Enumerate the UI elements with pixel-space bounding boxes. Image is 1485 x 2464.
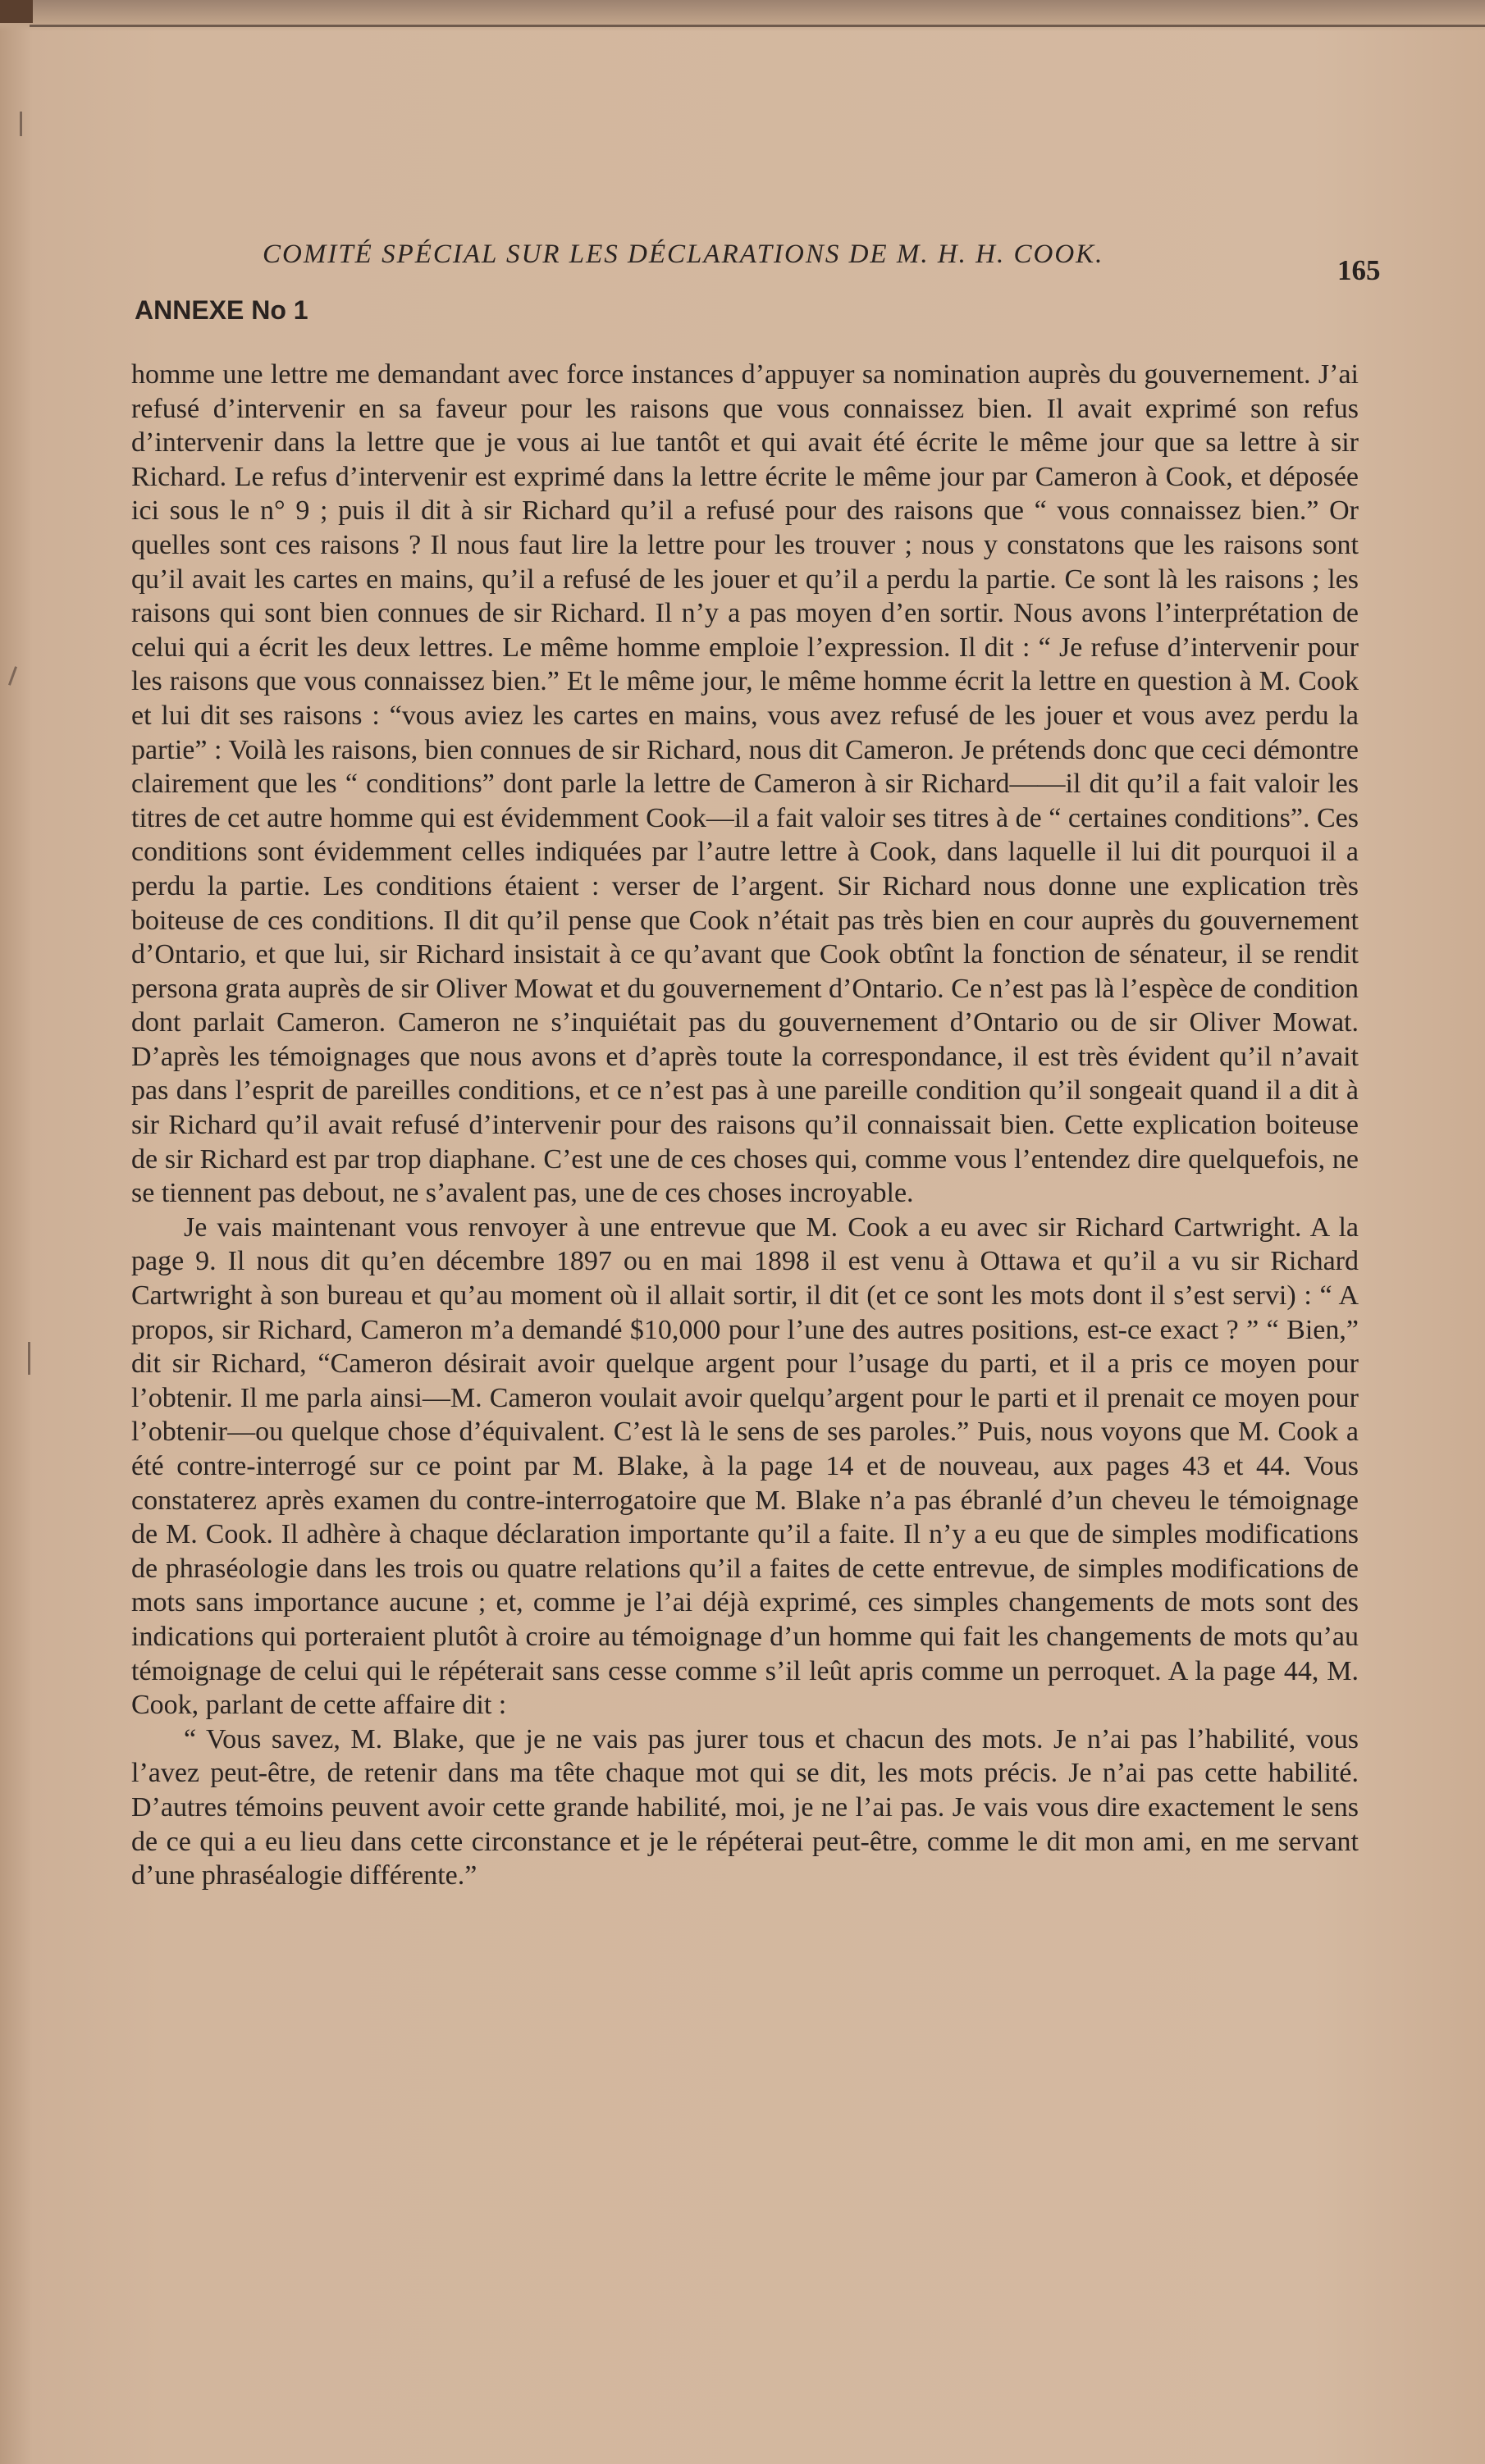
- running-title: COMITÉ SPÉCIAL SUR LES DÉCLARATIONS DE M. H. H. COOK.: [263, 240, 1104, 269]
- binding-corner: [0, 0, 33, 23]
- margin-mark: [8, 666, 17, 686]
- paragraph: Je vais maintenant vous renvoyer à une entrevue que M. Cook a eu avec sir Richard Cartwright. A la page 9. Il nous dit qu’en décembre 1897 ou en mai 1898 il est venu à Ottawa et qu’il a vu sir Richard Cartwright à son bureau et qu’au moment où il allait sortir, il dit (et ce sont les mots dont il s’est servi) : “ A propos, sir Richard, Cameron m’a demandé $10,000 pour l’une des autres positions, est-ce exact ? ” “ Bien,” dit sir Richard, “Cameron désirait avoir quelque argent pour l’usage du parti, et il a pris ce moyen pour l’obtenir. Il me parla ainsi—M. Cameron voulait avoir quelqu’argent pour le parti et il prenait ce moyen pour l’obtenir—ou quelque chose d’équivalent. C’est là le sens de ses paroles.” Puis, nous voyons que M. Cook a été contre-interrogé sur ce point par M. Blake, à la page 14 et de nouveau, aux pages 43 et 44. Vous constaterez après examen du contre-interrogatoire que M. Blake n’a pas ébranlé d’un cheveu le témoignage de M. Cook. Il adhère à chaque déclaration importante qu’il a faite. Il n’y a eu que de simples modifications de phraséologie dans les trois ou quatre relations qu’il a faites de cette entrevue, de simples modifications de mots sans importance aucune ; et, comme je l’ai déjà exprimé, ces simples changements de mots sont des indications qui porteraient plutôt à croire au témoignage d’un homme qui fait les changements de mots qu’au témoignage de celui qui le répéterait sans cesse comme s’il leût apris comme un perroquet. A la page 44, M. Cook, parlant de cette affaire dit :: [131, 1211, 1359, 1721]
- annex-label: ANNEXE No 1: [135, 295, 308, 325]
- margin-mark: [28, 1342, 30, 1375]
- top-rule: [30, 25, 1485, 27]
- quoted-paragraph: “ Vous savez, M. Blake, que je ne vais pas jurer tous et chacun des mots. Je n’ai pas l’habilité, vous l’avez peut-être, de retenir dans ma tête chaque mot qui se dit, les mots précis. Je n’ai pas cette habilité. D’autres témoins peuvent avoir cette grande habilité, moi, je ne l’ai pas. Je vais vous dire exactement le sens de ce qui a eu lieu dans cette circonstance et je le répéterai peut-être, comme le dit mon ami, en me servant d’une phraséalogie différente.”: [131, 1723, 1359, 1891]
- body-text: [131, 358, 1359, 1893]
- page-number: 165: [1337, 254, 1381, 286]
- paragraph: homme une lettre me demandant avec force instances d’appuyer sa nomination auprès du gouvernement. J’ai refusé d’intervenir en sa faveur pour les raisons que vous connaissez bien. Il avait exprimé son refus d’intervenir dans la lettre que je vous ai lue tantôt et qui avait été écrite le même jour que sa lettre à sir Richard. Le refus d’intervenir est exprimé dans la lettre écrite le même jour par Cameron à Cook, et déposée ici sous le n° 9 ; puis il dit à sir Richard qu’il a refusé pour des raisons que “ vous connaissez bien.” Or quelles sont ces raisons ? Il nous faut lire la lettre pour les trouver ; nous y constatons que les raisons sont qu’il avait les cartes en mains, qu’il a refusé de les jouer et qu’il a perdu la partie. Ce sont là les raisons ; les raisons qui sont bien connues de sir Richard. Il n’y a pas moyen d’en sortir. Nous avons l’interprétation de celui qui a écrit les deux lettres. Le même homme emploie l’expression. Il dit : “ Je refuse d’intervenir pour les raisons que vous connaissez bien.” Et le même jour, le même homme écrit la lettre en question à M. Cook et lui dit ses raisons : “vous aviez les cartes en mains, vous avez refusé de les jouer et vous avez perdu la partie” : Voilà les raisons, bien connues de sir Richard, nous dit Cameron. Je prétends donc que ceci démontre clairement que les “ conditions” dont parle la lettre de Cameron à sir Richard——il dit qu’il a fait valoir les titres de cet autre homme qui est évidemment Cook—il a fait valoir ses titres à de “ certaines conditions”. Ces conditions sont évidemment celles indiquées par l’autre lettre à Cook, dans laquelle il lui dit pourquoi il a perdu la partie. Les conditions étaient : verser de l’argent. Sir Richard nous donne une explication très boiteuse de ces conditions. Il dit qu’il pense que Cook n’était pas très bien en cour auprès du gouvernement d’Ontario, et que lui, sir Richard insistait à ce qu’avant que Cook obtînt la fonction de sénateur, il se rendit persona grata auprès de sir Oliver Mowat et du gouvernement d’Ontario. Ce n’est pas là l’espèce de condition dont parlait Cameron. Cameron ne s’inquiétait pas du gouvernement d’Ontario ou de sir Oliver Mowat. D’après les témoignages que nous avons et d’après toute la correspondance, il est très évident qu’il n’avait pas dans l’esprit de pareilles conditions, et ce n’est pas à une pareille condition qu’il songeait quand il a dit à sir Richard qu’il avait refusé d’intervenir pour des raisons qu’il connaissait bien. Cette explication boiteuse de sir Richard est par trop diaphane. C’est une de ces choses qui, comme vous l’entendez dire quelquefois, ne se tiennent pas debout, ne s’avalent pas, une de ces choses incroyable.: [131, 359, 1359, 1209]
- margin-mark: [20, 112, 22, 136]
